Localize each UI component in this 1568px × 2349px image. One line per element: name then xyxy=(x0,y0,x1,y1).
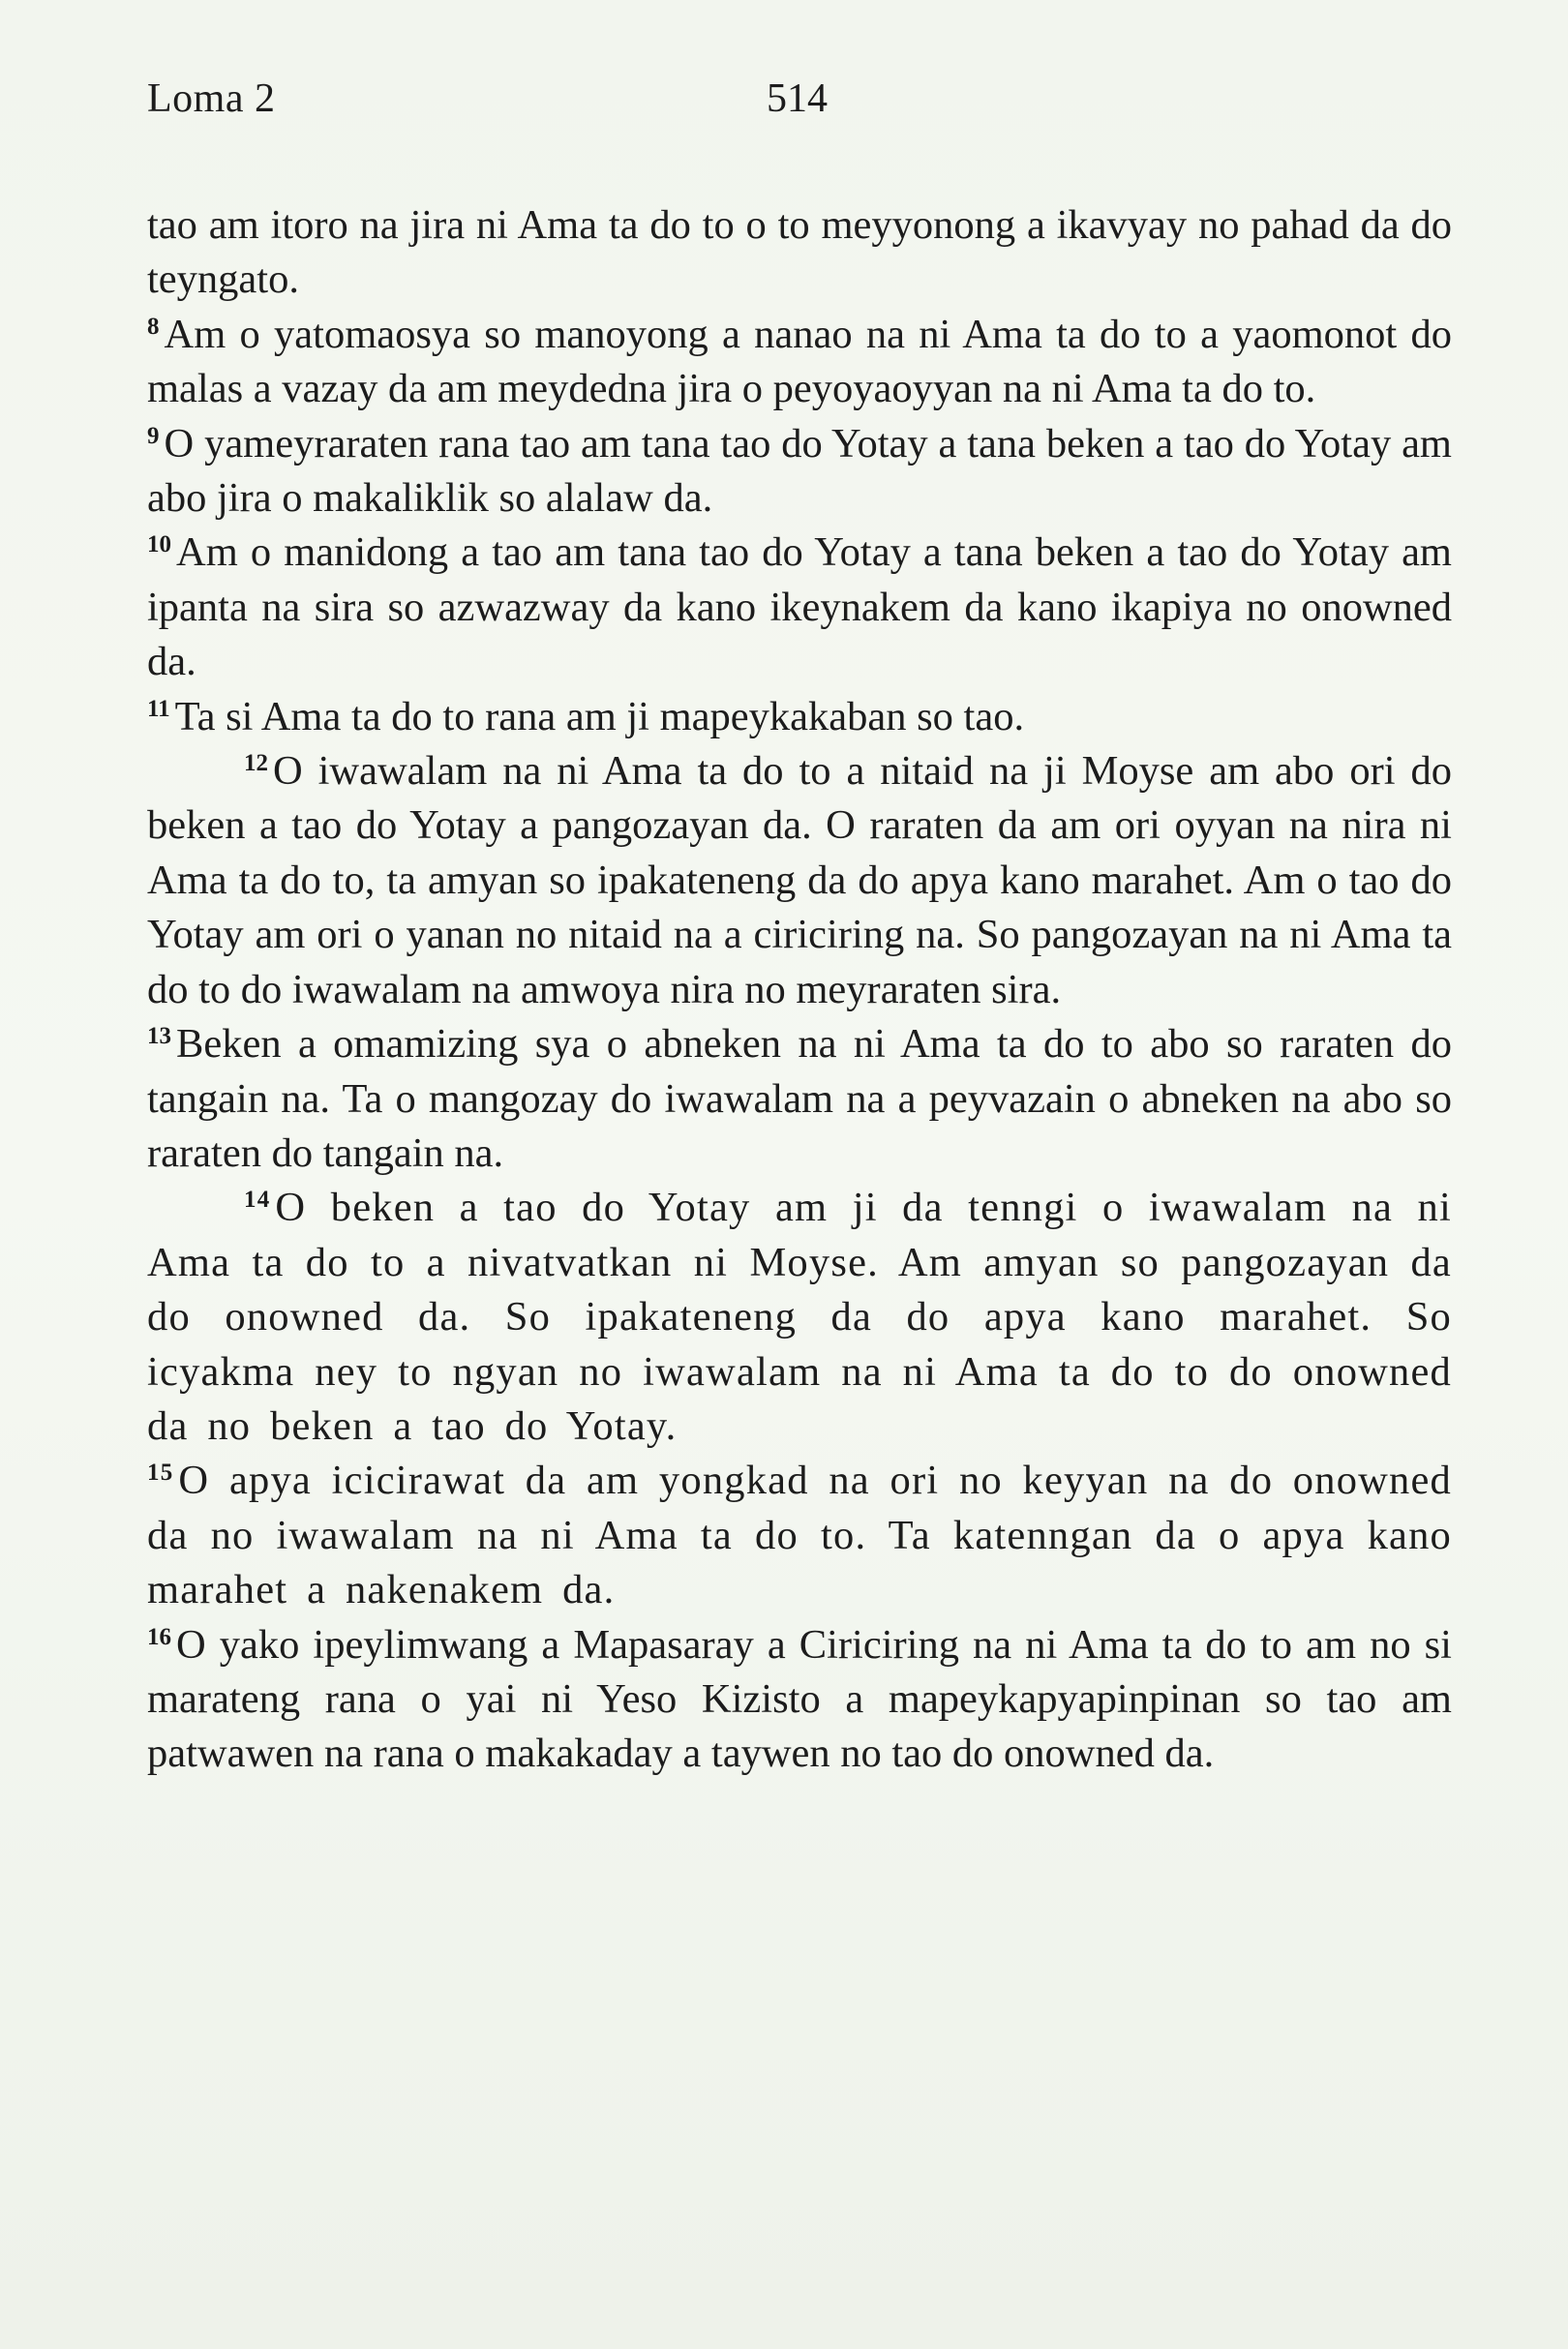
page-number: 514 xyxy=(767,76,828,121)
running-head: Loma 2 xyxy=(147,76,276,121)
opening-paragraph: tao am itoro na jira ni Ama ta do to o to meyyonong a ikavyay no pahad da do teyngato. xyxy=(147,202,1452,303)
scripture-text xyxy=(147,198,1452,1782)
verse-16 xyxy=(147,1618,1452,1782)
verse-text: Beken a omamizing sya o abneken na ni Ama ta do to abo so raraten do tangain na. Ta o mangozay do iwawalam na a peyvazain o abneken na abo so raraten do tangain na. xyxy=(147,1021,1452,1176)
verse-text: Ta si Ama ta do to rana am ji mapeykakaban so tao. xyxy=(174,693,1025,739)
verse-text: Am o manidong a tao am tana tao do Yotay a tana beken a tao do Yotay am ipanta na sira so azwazway da kano ikeynakem da kano ikapiya no onowned da. xyxy=(147,529,1452,685)
verse-text: O iwawalam na ni Ama ta do to a nitaid na ji Moyse am abo ori do beken a tao do Yotay a pangozayan da. O raraten da am ori oyyan na nira ni Ama ta do to, ta amyan so ipakateneng da do apya kano marahet. Am o tao do Yotay am ori o yanan no nitaid na a ciriciring na. So pangozayan na ni Ama ta do to do iwawalam na amwoya nira no meyraraten sira. xyxy=(147,748,1452,1012)
verse-12 xyxy=(147,744,1452,1017)
verse-number: 15 xyxy=(147,1460,174,1487)
verse-15 xyxy=(147,1454,1452,1617)
verse-number: 13 xyxy=(147,1023,171,1050)
verse-number: 16 xyxy=(147,1623,171,1650)
verse-text: O beken a tao do Yotay am ji da tenngi o iwawalam na ni Ama ta do to a nivatvatkan ni Moyse. Am amyan so pangozayan da do onowned da. So ipakateneng da do apya kano marahet. So icyakma ney to ngyan no iwawalam na ni Ama ta do to do onowned da no beken a tao do Yotay. xyxy=(147,1185,1452,1449)
verse-text: O yameyraraten rana tao am tana tao do Yotay a tana beken a tao do Yotay am abo jira o makaliklik so alalaw da. xyxy=(147,420,1452,522)
verse-text: O apya icicirawat da am yongkad na ori no keyyan na do onowned da no iwawalam na ni Ama ta do to. Ta katenngan da o apya kano marahet a nakenakem da. xyxy=(147,1458,1452,1613)
verse-text: O yako ipeylimwang a Mapasaray a Ciriciring na ni Ama ta do to am no si marateng rana o yai ni Yeso Kizisto a mapeykapyapinpinan so tao am patwawen na rana o makakaday a taywen no tao do onowned da. xyxy=(147,1621,1452,1777)
verse-10 xyxy=(147,526,1452,689)
verse-number: 10 xyxy=(147,531,171,558)
verse-number: 14 xyxy=(244,1187,271,1214)
verse-number: 9 xyxy=(147,422,160,449)
verse-text: Am o yatomaosya so manoyong a nanao na ni Ama ta do to a yaomonot do malas a vazay da am meydedna jira o peyoyaoyyan na ni Ama ta do to. xyxy=(147,311,1452,412)
verse-number: 11 xyxy=(147,695,170,722)
verse-13 xyxy=(147,1017,1452,1181)
verse-14 xyxy=(147,1181,1452,1454)
verse-8 xyxy=(147,308,1452,417)
verse-number: 8 xyxy=(147,313,160,340)
verse-11 xyxy=(147,690,1452,744)
verse-number: 12 xyxy=(244,750,268,777)
verse-9 xyxy=(147,417,1452,527)
page-header xyxy=(147,75,1444,134)
